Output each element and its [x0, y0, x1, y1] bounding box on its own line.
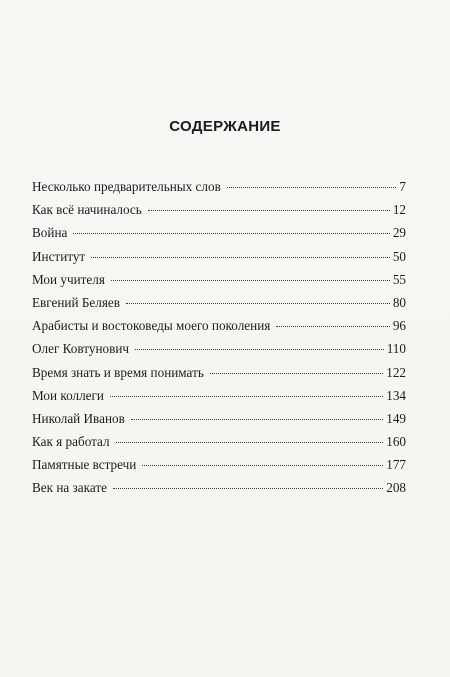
toc-entry-label: Война [32, 225, 68, 241]
toc-dot-leader [227, 187, 397, 188]
toc-dot-leader [110, 396, 383, 397]
toc-entry-label: Олег Ковтунович [32, 341, 130, 357]
toc-dot-leader [111, 280, 390, 281]
toc-entry [32, 456, 406, 479]
toc-entry [32, 317, 406, 340]
toc-entry [32, 294, 406, 317]
toc-entry-page: 29 [392, 225, 406, 241]
toc-dot-leader [135, 349, 384, 350]
toc-entry [32, 271, 406, 294]
toc-entry-page: 50 [392, 248, 406, 264]
toc-dot-leader [116, 442, 384, 443]
toc-entry-page: 134 [386, 387, 406, 403]
toc-entry [32, 364, 406, 387]
toc-dot-leader [73, 233, 389, 234]
toc-entry [32, 201, 406, 224]
toc-entry-label: Институт [32, 248, 86, 264]
toc-entry-page: 7 [399, 179, 406, 194]
toc-entry [32, 178, 406, 201]
toc-dot-leader [142, 465, 383, 466]
toc-entry-page: 12 [392, 202, 406, 218]
toc-dot-leader [126, 303, 390, 304]
toc-entry-label: Мои коллеги [32, 387, 104, 403]
toc-entry-page: 177 [386, 457, 406, 473]
toc-entry-label: Мои учителя [32, 271, 105, 287]
toc-entry-page: 208 [386, 480, 406, 496]
toc-entry [32, 248, 406, 271]
toc-entry-label: Как я работал [32, 434, 110, 450]
toc-entry-page: 96 [392, 318, 406, 334]
toc-entry-page: 149 [386, 410, 406, 426]
toc-entry-label: Арабисты и востоковеды моего поколения [32, 318, 271, 334]
toc-entry [32, 224, 406, 247]
toc-entry [32, 387, 406, 410]
toc-entry-label: Несколько предварительных слов [32, 179, 221, 194]
toc-dot-leader [91, 257, 390, 258]
toc-entry-page: 160 [386, 434, 406, 450]
toc-dot-leader [113, 488, 383, 489]
toc-dot-leader [276, 326, 389, 327]
toc-entry [32, 479, 406, 502]
toc-entry [32, 410, 406, 433]
page-title: СОДЕРЖАНИЕ [169, 118, 281, 135]
toc-entry [32, 340, 406, 363]
toc-entry-page: 55 [392, 271, 406, 287]
toc-entry-label: Как всё начиналось [32, 202, 142, 218]
toc-entry-page: 122 [386, 364, 406, 380]
toc-entry [32, 433, 406, 456]
toc-entry-label: Век на закате [32, 480, 107, 496]
toc-dot-leader [148, 210, 390, 211]
toc-dot-leader [131, 419, 383, 420]
toc-entry-label: Николай Иванов [32, 410, 125, 426]
toc-entry-page: 110 [386, 341, 406, 357]
table-of-contents [32, 178, 406, 503]
toc-entry-page: 80 [392, 294, 406, 310]
toc-entry-label: Евгений Беляев [32, 294, 120, 310]
toc-entry-label: Памятные встречи [32, 457, 137, 473]
toc-dot-leader [210, 373, 383, 374]
toc-entry-label: Время знать и время понимать [32, 364, 204, 380]
